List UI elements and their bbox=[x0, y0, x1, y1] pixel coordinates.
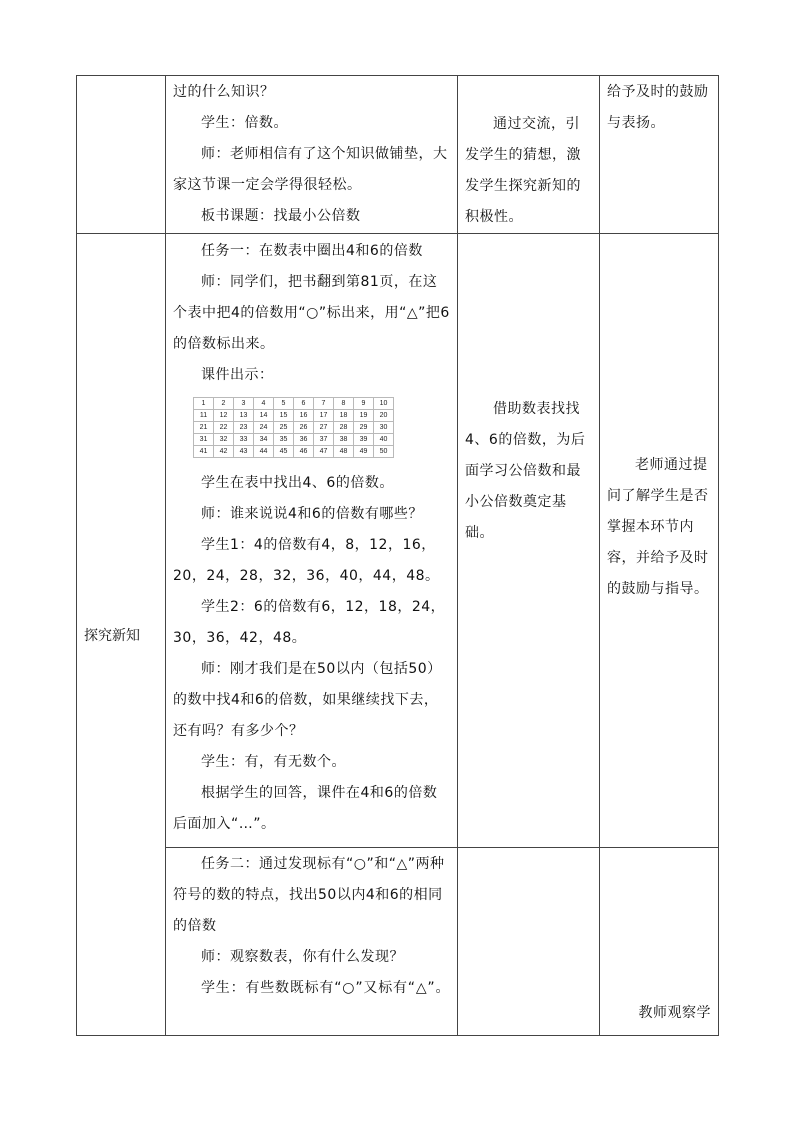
number-grid-cell: 24 bbox=[254, 422, 274, 434]
number-grid-cell: 50 bbox=[374, 446, 394, 458]
number-grid-cell: 43 bbox=[234, 446, 254, 458]
number-grid-cell: 19 bbox=[354, 410, 374, 422]
number-grid-cell: 10 bbox=[374, 398, 394, 410]
number-grid-cell: 22 bbox=[214, 422, 234, 434]
eval-cell bbox=[600, 848, 719, 1036]
content-paragraph: 师：观察数表，你有什么发现？ bbox=[201, 949, 404, 965]
number-grid-row bbox=[194, 434, 394, 446]
number-grid bbox=[193, 397, 394, 458]
content-paragraph: 学生：有些数既标有“○”又标有“△”。 bbox=[201, 980, 450, 996]
number-grid-cell: 1 bbox=[194, 398, 214, 410]
task-title: 任务一：在数表中圈出4和6的倍数 bbox=[201, 243, 423, 259]
number-grid-cell: 40 bbox=[374, 434, 394, 446]
number-grid-cell: 49 bbox=[354, 446, 374, 458]
number-grid-cell: 35 bbox=[274, 434, 294, 446]
content-paragraph: 师：谁来说说4和6的倍数有哪些？ bbox=[201, 506, 423, 522]
stage-label: 探究新知 bbox=[84, 627, 140, 644]
content-paragraph: 学生1：4的倍数有4，8，12，16，20，24，28，32，36，40，44，48。 bbox=[173, 537, 440, 584]
number-grid-cell: 23 bbox=[234, 422, 254, 434]
content-cell bbox=[166, 848, 458, 1036]
content-paragraph: 根据学生的回答，课件在4和6的倍数后面加入“…”。 bbox=[173, 785, 438, 832]
number-grid-cell: 8 bbox=[334, 398, 354, 410]
table-row bbox=[77, 234, 719, 848]
intent-cell bbox=[458, 76, 600, 234]
number-grid-row bbox=[194, 422, 394, 434]
task-title: 任务二：通过发现标有“○”和“△”两种符号的数的特点，找出50以内4和6的相同的倍数 bbox=[173, 856, 445, 934]
number-grid-cell: 20 bbox=[374, 410, 394, 422]
number-grid-cell: 21 bbox=[194, 422, 214, 434]
content-cell bbox=[166, 234, 458, 848]
content-paragraph: 学生2：6的倍数有6，12，18，24，30，36，42，48。 bbox=[173, 599, 446, 646]
number-grid-cell: 30 bbox=[374, 422, 394, 434]
number-grid-cell: 17 bbox=[314, 410, 334, 422]
number-grid-cell: 3 bbox=[234, 398, 254, 410]
number-grid-cell: 7 bbox=[314, 398, 334, 410]
content-paragraph: 师：同学们，把书翻到第81页，在这个表中把4的倍数用“○”标出来，用“△”把6的倍数标出来。 bbox=[173, 274, 450, 352]
number-grid-cell: 2 bbox=[214, 398, 234, 410]
number-grid-row bbox=[194, 446, 394, 458]
intent-cell bbox=[458, 848, 600, 1036]
stage-cell bbox=[77, 234, 166, 1036]
content-paragraph: 学生：倍数。 bbox=[201, 115, 288, 131]
lesson-plan-table bbox=[76, 75, 719, 1036]
table-row bbox=[77, 848, 719, 1036]
content-paragraph: 过的什么知识？ bbox=[173, 84, 275, 100]
eval-text: 给予及时的鼓励与表扬。 bbox=[607, 84, 709, 131]
number-grid-cell: 46 bbox=[294, 446, 314, 458]
number-grid-cell: 42 bbox=[214, 446, 234, 458]
content-paragraph: 板书课题：找最小公倍数 bbox=[201, 208, 361, 224]
intent-text: 借助数表找找4、6的倍数，为后面学习公倍数和最小公倍数奠定基础。 bbox=[465, 401, 586, 541]
content-paragraph: 师：刚才我们是在50以内（包括50）的数中找4和6的倍数，如果继续找下去，还有吗？有多少个？ bbox=[173, 661, 442, 739]
intent-cell bbox=[458, 234, 600, 848]
number-grid-cell: 39 bbox=[354, 434, 374, 446]
intent-text: 通过交流，引发学生的猜想，激发学生探究新知的积极性。 bbox=[465, 116, 581, 225]
number-grid-cell: 9 bbox=[354, 398, 374, 410]
number-grid-cell: 32 bbox=[214, 434, 234, 446]
number-grid-cell: 37 bbox=[314, 434, 334, 446]
number-grid-cell: 41 bbox=[194, 446, 214, 458]
number-grid-cell: 28 bbox=[334, 422, 354, 434]
eval-text: 教师观察学 bbox=[638, 1005, 711, 1021]
number-grid-cell: 18 bbox=[334, 410, 354, 422]
number-grid-cell: 16 bbox=[294, 410, 314, 422]
content-cell bbox=[166, 76, 458, 234]
number-grid-cell: 26 bbox=[294, 422, 314, 434]
number-grid-cell: 25 bbox=[274, 422, 294, 434]
number-grid-cell: 12 bbox=[214, 410, 234, 422]
number-grid-cell: 11 bbox=[194, 410, 214, 422]
number-grid-cell: 34 bbox=[254, 434, 274, 446]
number-grid-cell: 48 bbox=[334, 446, 354, 458]
number-grid-row bbox=[194, 410, 394, 422]
number-grid-cell: 6 bbox=[294, 398, 314, 410]
number-grid-cell: 13 bbox=[234, 410, 254, 422]
number-grid-cell: 31 bbox=[194, 434, 214, 446]
stage-cell-empty bbox=[77, 76, 166, 234]
eval-text: 老师通过提问了解学生是否掌握本环节内容，并给予及时的鼓励与指导。 bbox=[607, 457, 709, 597]
number-grid-cell: 33 bbox=[234, 434, 254, 446]
content-paragraph: 学生：有，有无数个。 bbox=[201, 754, 346, 770]
number-grid-cell: 47 bbox=[314, 446, 334, 458]
content-paragraph: 师：老师相信有了这个知识做铺垫，大家这节课一定会学得很轻松。 bbox=[173, 146, 448, 193]
number-grid-cell: 29 bbox=[354, 422, 374, 434]
content-paragraph: 课件出示： bbox=[201, 367, 274, 383]
number-grid-cell: 14 bbox=[254, 410, 274, 422]
number-grid-cell: 4 bbox=[254, 398, 274, 410]
content-paragraph: 学生在表中找出4、6的倍数。 bbox=[201, 475, 394, 491]
number-grid-cell: 5 bbox=[274, 398, 294, 410]
eval-cell bbox=[600, 234, 719, 848]
number-table-image bbox=[193, 397, 450, 458]
number-grid-cell: 44 bbox=[254, 446, 274, 458]
number-grid-cell: 36 bbox=[294, 434, 314, 446]
number-grid-row bbox=[194, 398, 394, 410]
eval-cell bbox=[600, 76, 719, 234]
number-grid-cell: 27 bbox=[314, 422, 334, 434]
number-grid-cell: 15 bbox=[274, 410, 294, 422]
number-grid-cell: 38 bbox=[334, 434, 354, 446]
table-row bbox=[77, 76, 719, 234]
number-grid-cell: 45 bbox=[274, 446, 294, 458]
